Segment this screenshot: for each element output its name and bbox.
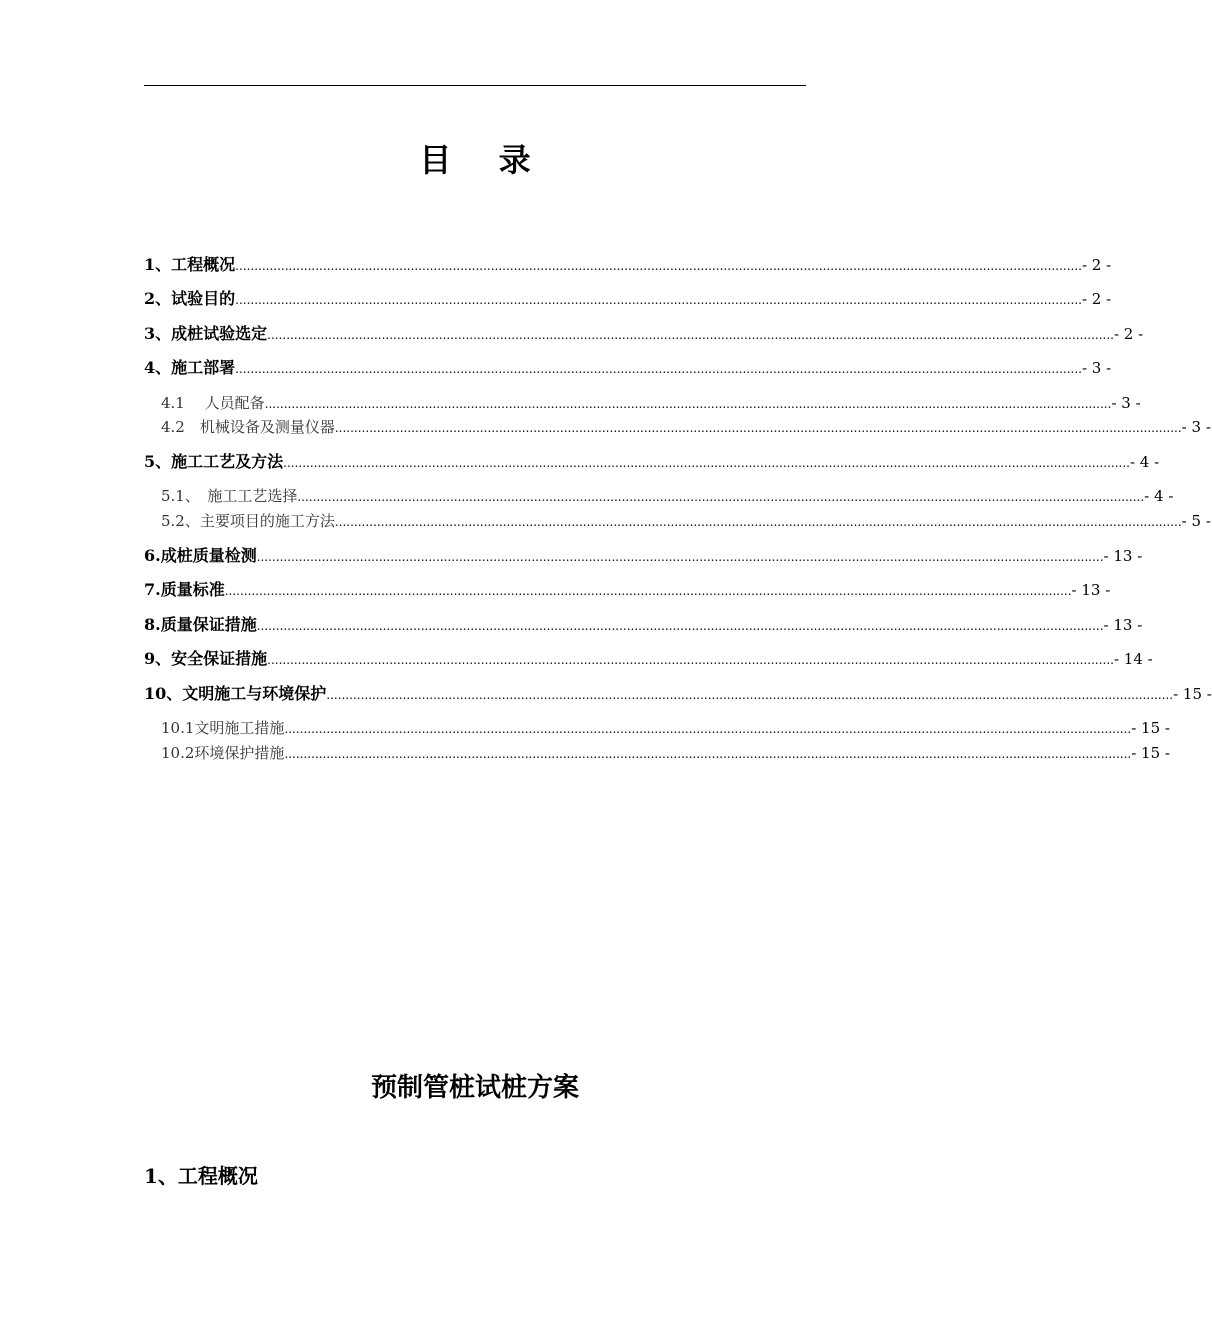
toc-entry-page: - 5 - [1181,512,1211,530]
toc-leader-dots: .............................................................................................................................................................................................................................. [256,550,1104,564]
toc-entry[interactable] [144,683,1212,705]
toc-entry-label: 4、施工部署 [144,358,236,377]
toc-entry-label: 6.成桩质量检测 [144,546,257,565]
toc-entry-label: 4.1 人员配备 [161,394,265,412]
toc-entry[interactable] [144,392,1141,414]
toc-entry-page: - 4 - [1129,453,1160,471]
toc-entry-label: 9、安全保证措施 [144,649,268,668]
toc-leader-dots: .............................................................................................................................................................................................................................. [264,397,1112,411]
toc-leader-dots: .............................................................................................................................................................................................................................. [284,747,1132,761]
toc-leader-dots: .............................................................................................................................................................................................................................. [334,421,1182,435]
toc-leader-dots: .............................................................................................................................................................................................................................. [235,293,1082,307]
header-rule [144,85,806,86]
toc-entry-page: - 2 - [1081,256,1112,274]
toc-entry-label: 10、文明施工与环境保护 [144,684,327,703]
toc-leader-dots: .............................................................................................................................................................................................................................. [334,515,1182,529]
toc-leader-dots: .............................................................................................................................................................................................................................. [235,259,1082,273]
toc-entry-label: 3、成桩试验选定 [144,324,268,343]
toc-entry[interactable] [144,579,1111,601]
toc-leader-dots: .............................................................................................................................................................................................................................. [235,362,1082,376]
toc-entry-page: - 4 - [1144,487,1174,505]
toc-leader-dots: .............................................................................................................................................................................................................................. [267,328,1114,342]
toc-entry-label: 10.2环境保护措施 [161,744,285,762]
toc-leader-dots: .............................................................................................................................................................................................................................. [297,490,1145,504]
toc-leader-dots: .............................................................................................................................................................................................................................. [224,584,1072,598]
toc-entry-page: - 13 - [1103,616,1143,634]
toc-title: 目 录 [419,141,549,179]
toc-leader-dots: .............................................................................................................................................................................................................................. [267,653,1114,667]
toc-leader-dots: .............................................................................................................................................................................................................................. [284,722,1132,736]
toc-entry[interactable] [144,451,1160,473]
toc-entry-page: - 13 - [1071,581,1111,599]
toc-entry-label: 2、试验目的 [144,289,236,308]
toc-entry-page: - 3 - [1081,359,1112,377]
toc-entry[interactable] [144,614,1143,636]
toc-entry-page: - 3 - [1111,394,1141,412]
toc-entry-label: 5.2、主要项目的施工方法 [161,512,335,530]
toc-entry-page: - 2 - [1081,290,1112,308]
toc-entry-label: 8.质量保证措施 [144,615,257,634]
toc-entry-label: 1、工程概况 [144,255,236,274]
toc-entry[interactable] [144,288,1112,310]
toc-entry[interactable] [144,485,1174,507]
toc-leader-dots: .............................................................................................................................................................................................................................. [256,619,1104,633]
toc-entry-label: 5.1、 施工工艺选择 [161,487,298,505]
toc-entry[interactable] [144,742,1170,764]
toc-entry-page: - 3 - [1181,418,1211,436]
toc-entry-label: 5、施工工艺及方法 [144,452,284,471]
toc-entry-page: - 13 - [1103,547,1143,565]
toc-leader-dots: .............................................................................................................................................................................................................................. [283,456,1130,470]
toc-entry[interactable] [144,648,1153,670]
toc-entry-label: 10.1文明施工措施 [161,719,285,737]
toc-entry-page: - 15 - [1131,744,1170,762]
toc-entry[interactable] [144,416,1211,438]
section-heading: 1、工程概况 [144,1164,258,1188]
toc-entry-label: 7.质量标准 [144,580,225,599]
toc-entry[interactable] [144,545,1143,567]
toc-leader-dots: .............................................................................................................................................................................................................................. [326,688,1174,702]
toc-entry-page: - 2 - [1113,325,1144,343]
document-title: 预制管桩试桩方案 [370,1073,579,1103]
toc-entry[interactable] [144,254,1112,276]
toc-entry-label: 4.2 机械设备及测量仪器 [161,418,335,436]
toc-entry[interactable] [144,323,1144,345]
toc-entry[interactable] [144,357,1112,379]
toc-entry-page: - 14 - [1113,650,1153,668]
toc-entry-page: - 15 - [1173,685,1212,703]
toc-entry[interactable] [144,510,1211,532]
toc-entry-page: - 15 - [1131,719,1170,737]
toc-entry[interactable] [144,717,1170,739]
